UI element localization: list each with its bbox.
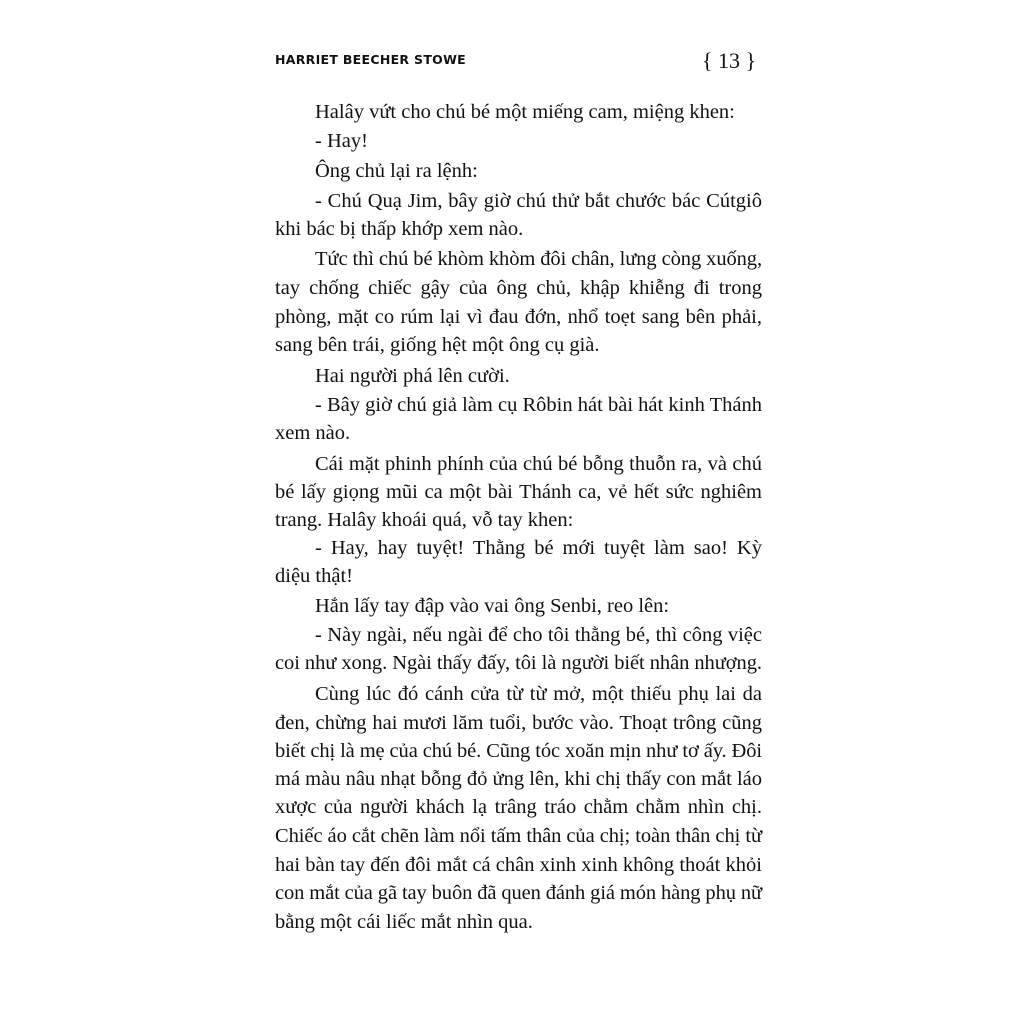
line-text: hai bàn tay đến đôi mắt cá chân xinh xinh không thoát khỏi [275, 854, 762, 876]
line-text: Chiếc áo cắt chẽn làm nổi tấm thân của chị; toàn thân chị từ [275, 825, 762, 847]
line-text: biết chị là mẹ của chú bé. Cũng tóc xoăn mịn như tơ ấy. Đôi [275, 740, 762, 762]
paragraph-11-line [275, 739, 762, 765]
line-text: đen, chừng hai mươi lăm tuổi, bước vào. Thoạt trông cũng [275, 712, 762, 734]
line-text: Hắn lấy tay đập vào vai ông Senbi, reo lên: [315, 595, 670, 617]
line-text: - Bây giờ chú giả làm cụ Rôbin hát bài hát kinh Thánh [315, 394, 762, 416]
line-text: xược của người khách lạ trâng tráo chằm chằm nhìn chị. [275, 796, 762, 818]
paragraph-3-line [275, 217, 762, 243]
line-text: sang bên trái, giống hệt một ông cụ già. [275, 334, 600, 356]
paragraph-0-line [315, 100, 762, 126]
paragraph-8-line [315, 536, 762, 562]
paragraph-6-line [315, 393, 762, 419]
paragraph-11-line [275, 795, 762, 821]
line-text: diệu thật! [275, 565, 353, 587]
paragraph-4-line [275, 333, 762, 359]
line-text: Ông chủ lại ra lệnh: [315, 160, 478, 182]
paragraph-11-line [275, 881, 762, 907]
line-text: tay chống chiếc gậy của ông chủ, khập khiễng đi trong [275, 277, 762, 299]
line-text: phòng, mặt co rúm lại vì đau đớn, nhổ toẹt sang bên phải, [275, 306, 762, 328]
paragraph-10-line [275, 651, 762, 677]
paragraph-11-line [275, 853, 762, 879]
line-text: - Chú Quạ Jim, bây giờ chú thử bắt chước bác Cútgiô [315, 190, 762, 212]
line-text: - Hay! [315, 130, 368, 152]
line-text: Hai người phá lên cười. [315, 365, 510, 387]
paragraph-9-line [315, 594, 762, 620]
line-text: - Này ngài, nếu ngài để cho tôi thằng bé, thì công việc [315, 624, 762, 646]
line-text: Tức thì chú bé khòm khòm đôi chân, lưng còng xuống, [315, 248, 762, 270]
paragraph-11-line [275, 824, 762, 850]
paragraph-11-line [275, 767, 762, 793]
line-text: con mắt của gã tay buôn đã quen đánh giá món hàng phụ nữ [275, 882, 762, 904]
paragraph-4-line [275, 305, 762, 331]
line-text: bé lấy giọng mũi ca một bài Thánh ca, vẻ hết sức nghiêm [275, 481, 762, 503]
line-text: má màu nâu nhạt bỗng đỏ ửng lên, khi chị thấy con mắt láo [275, 768, 762, 790]
paragraph-11-line [275, 910, 762, 936]
paragraph-7-line [315, 452, 762, 478]
line-text: bằng một cái liếc mắt nhìn qua. [275, 911, 533, 933]
line-text: trang. Halây khoái quá, vỗ tay khen: [275, 509, 574, 531]
paragraph-4-line [275, 276, 762, 302]
running-head-author: HARRIET BEECHER STOWE [275, 52, 466, 67]
line-text: xem nào. [275, 422, 351, 444]
paragraph-10-line [315, 623, 762, 649]
line-text: Halây vứt cho chú bé một miếng cam, miệng khen: [315, 101, 735, 123]
paragraph-5-line [315, 364, 762, 390]
line-text: - Hay, hay tuyệt! Thằng bé mới tuyệt làm sao! Kỳ [315, 537, 762, 559]
paragraph-6-line [275, 421, 762, 447]
paragraph-7-line [275, 508, 762, 534]
paragraph-7-line [275, 480, 762, 506]
paragraph-1-line [315, 129, 762, 155]
page-number: { 13 } [702, 48, 757, 73]
line-text: khi bác bị thấp khớp xem nào. [275, 218, 524, 240]
paragraph-4-line [315, 247, 762, 273]
line-text: coi như xong. Ngài thấy đấy, tôi là người biết nhân nhượng. [275, 652, 762, 674]
line-text: Cùng lúc đó cánh cửa từ từ mở, một thiếu phụ lai da [315, 683, 762, 705]
paragraph-2-line [315, 159, 762, 185]
paragraph-11-line [315, 682, 762, 708]
paragraph-8-line [275, 564, 762, 590]
paragraph-3-line [315, 189, 762, 215]
paragraph-11-line [275, 711, 762, 737]
line-text: Cái mặt phinh phính của chú bé bỗng thuỗn ra, và chú [315, 453, 762, 475]
